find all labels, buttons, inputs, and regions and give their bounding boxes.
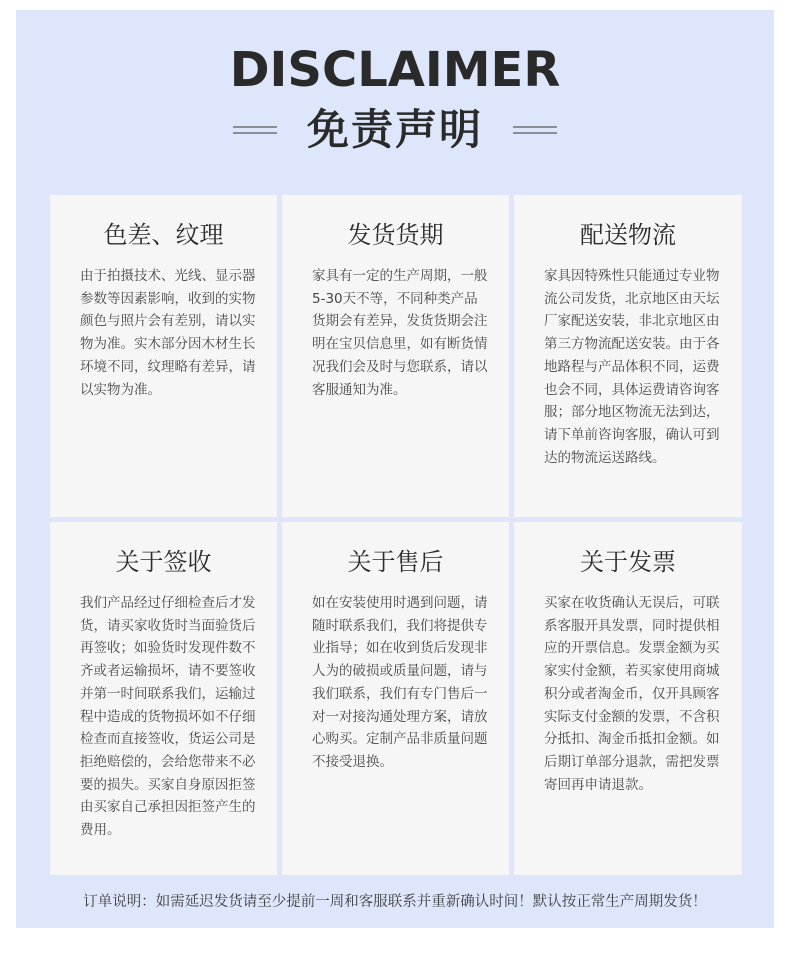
page-title-en: DISCLAIMER (229, 42, 561, 98)
card-body: 我们产品经过仔细检查后才发货，请买家收货时当面验货后再签收；如验货时发现件数不齐或者运输损坏，请不要签收并第一时间联系我们，运输过程中造成的货物损坏如不仔细检查而直接签收，货运公司是拒绝赔偿的，会给您带来不必要的损失。买家自身原因拒签由买家自己承担因拒签产生的费用。 (80, 595, 256, 839)
card-after-sales (282, 522, 509, 875)
card-title: 关于签收 (115, 548, 212, 576)
card-title: 发货货期 (347, 221, 444, 249)
card-delivery-logistics (514, 195, 742, 517)
card-body: 买家在收货确认无误后，可联系客服开具发票，同时提供相应的开票信息。发票金额为买家实付金额，若买家使用商城积分或者淘金币，仅开具顾客实际支付金额的发票，不含积分抵扣、淘金币抵扣金额。如后期订单部分退款，需把发票寄回再申请退款。 (544, 595, 720, 793)
card-title: 关于售后 (347, 548, 444, 576)
card-title: 配送物流 (580, 221, 676, 249)
card-title: 关于发票 (580, 548, 676, 576)
card-invoice (514, 522, 742, 875)
page-title-cn: 免责声明 (306, 105, 483, 154)
card-body: 如在安装使用时遇到问题，请随时联系我们，我们将提供专业指导；如在收到货后发现非人为的破损或质量问题，请与我们联系，我们有专门售后一对一对接沟通处理方案，请放心购买。定制产品非质量问题不接受退换。 (312, 595, 488, 770)
right-decorative-dash (513, 126, 557, 134)
info-card-grid (50, 195, 742, 875)
card-body: 家具有一定的生产周期，一般5-30天不等，不同种类产品货期会有差异，发货货期会注明在宝贝信息里，如有断货情况我们会及时与您联系，请以客服通知为准。 (312, 268, 488, 398)
card-title: 色差、纹理 (103, 221, 224, 249)
card-signing-receipt (50, 522, 277, 875)
card-body: 由于拍摄技术、光线、显示器参数等因素影响，收到的实物颜色与照片会有差别，请以实物为准。实木部分因木材生长环境不同，纹理略有差异，请以实物为准。 (80, 268, 256, 398)
card-body: 家具因特殊性只能通过专业物流公司发货，北京地区由天坛厂家配送安装，非北京地区由第三方物流配送安装。由于各地路程与产品体积不同，运费也会不同，具体运费请咨询客服；部分地区物流无法到达，请下单前咨询客服，确认可到达的物流运送路线。 (544, 268, 720, 466)
order-note: 订单说明：如需延迟发货请至少提前一周和客服联系并重新确认时间！默认按正常生产周期发货！ (83, 894, 707, 910)
card-shipping-period (282, 195, 509, 517)
page-title-cn-row (0, 100, 790, 160)
left-decorative-dash (233, 126, 277, 134)
card-color-texture (50, 195, 277, 517)
